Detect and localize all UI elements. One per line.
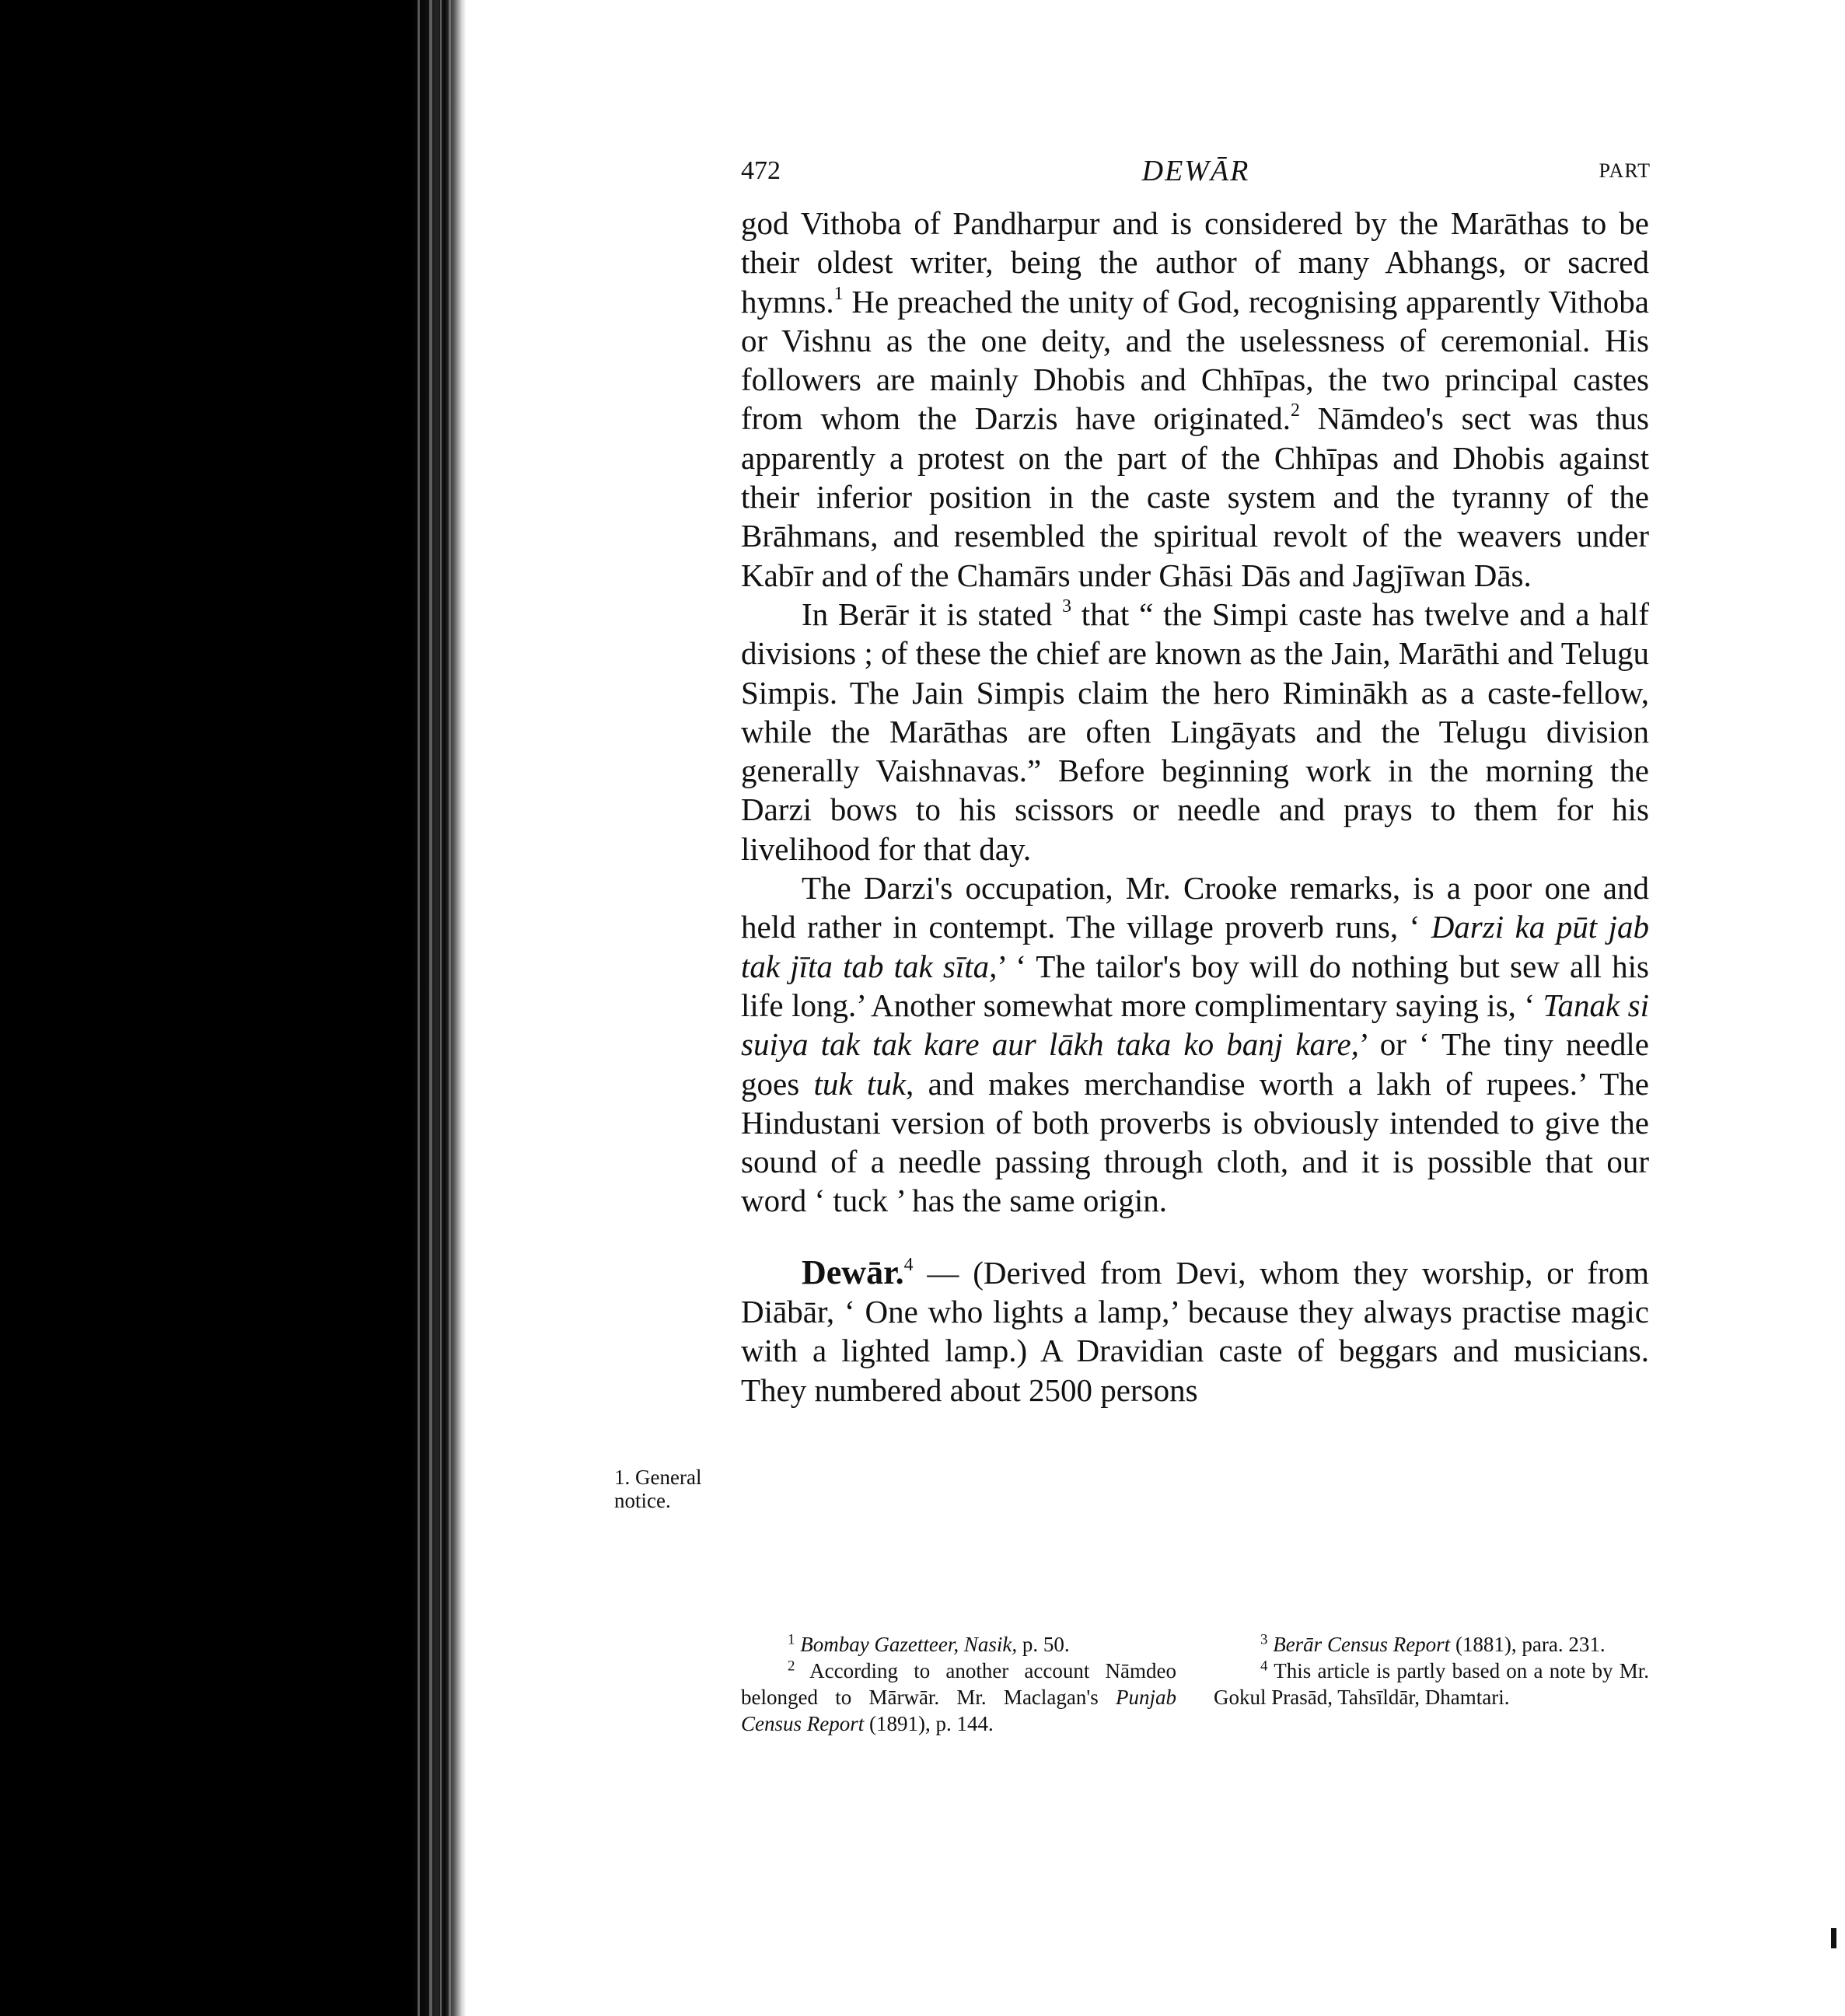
text-run: This article is partly based on a note by Mr. Gokul Prasād, Tahsīldār, Dhamtari. xyxy=(1214,1659,1649,1709)
page-number: 472 xyxy=(741,156,781,185)
part-label: PART xyxy=(1599,159,1651,182)
footnote-marker: 4 xyxy=(903,1254,914,1275)
page-header xyxy=(741,148,1651,194)
text-run: (1881), para. 231. xyxy=(1450,1633,1606,1656)
footnote-marker: 1 xyxy=(788,1631,795,1648)
italic-text: tuk tuk xyxy=(813,1065,907,1102)
footnote xyxy=(1214,1658,1649,1710)
text-run: ’ or ‘ The tiny needle goes xyxy=(741,1026,1649,1102)
italic-text: Punjab Census Report xyxy=(741,1686,1176,1735)
paragraph xyxy=(741,595,1649,868)
text-run: The Darzi's occupation, Mr. Crooke remarks, is a poor one and held rather in contempt. The village proverb runs, ‘ xyxy=(741,870,1649,945)
footnote-column-left xyxy=(741,1631,1176,1737)
footnote-marker: 3 xyxy=(1260,1631,1268,1648)
footnotes xyxy=(741,1631,1649,1737)
text-run: p. 50. xyxy=(1017,1633,1070,1656)
paragraph xyxy=(741,1253,1649,1410)
footnote-marker: 1 xyxy=(833,283,844,304)
footnote xyxy=(741,1658,1176,1737)
footnote-marker: 2 xyxy=(788,1658,795,1675)
text-run: that “ the Simpi caste has twelve and a half divisions ; of these the chief are known as the Jain, Marāthi and Telugu Simpis. The Jain Simpis claim the hero Riminākh as a caste-fellow, while the Marāthas are often Lingāyats and the Telugu division generally Vaishnavas.” Before beginning work in the morning the Darzi bows to his scissors or needle and prays to them for his livelihood for that day. xyxy=(741,596,1649,867)
text-run: He preached the unity of God, recognising apparently Vithoba or Vishnu as the one deity, and the uselessness of ceremonial. His followers are mainly Dhobis and Chhīpas, the two principal castes from whom the Darzis have originated. xyxy=(741,283,1649,437)
text-run: In Berār it is stated xyxy=(802,596,1063,632)
text-run: (1891), p. 144. xyxy=(864,1712,994,1735)
italic-text: Bombay Gazetteer, Nasik, xyxy=(800,1633,1018,1656)
margin-note-line: notice. xyxy=(614,1489,671,1512)
body-text xyxy=(741,204,1649,1410)
text-run: — (Derived from Devi, whom they worship, or from Diābār, ‘ One who lights a lamp,’ because they always practise magic with a lighted lamp.) A Dravidian caste of beggars and musicians. They numbered about 2500 persons xyxy=(741,1254,1649,1408)
italic-text: Darzi ka pūt jab tak jīta tab tak sīta, xyxy=(741,909,1649,984)
margin-note-line: 1. General xyxy=(614,1466,702,1489)
text-run: ’ ‘ The tailor's boy will do nothing but sew all his life long.’ Another somewhat more complimentary saying is, ‘ xyxy=(741,948,1649,1023)
footnote-marker: 2 xyxy=(1290,400,1300,421)
margin-note xyxy=(614,1466,739,1512)
text-run: god Vithoba of Pandharpur and is considered by the Marāthas to be their oldest writer, being the author of many Abhangs, or sacred hymns. xyxy=(741,205,1649,320)
text-run: According to another account Nāmdeo belonged to Mārwār. Mr. Maclagan's xyxy=(741,1659,1176,1709)
scan-corner-mark xyxy=(1831,1928,1836,1948)
entry-headword: Dewār. xyxy=(802,1253,904,1291)
footnote xyxy=(1214,1631,1649,1658)
italic-text: Berār Census Report xyxy=(1273,1633,1451,1656)
scan-binding-shadow xyxy=(0,0,466,2016)
footnote-marker: 3 xyxy=(1062,596,1071,617)
text-run: Nāmdeo's sect was thus apparently a protest on the part of the Chhīpas and Dhobis against their inferior position in the caste system and the tyranny of the Brāhmans, and resembled the spiritual revolt of the weavers under Kabīr and of the Chamārs under Ghāsi Dās and Jagjīwan Dās. xyxy=(741,400,1649,593)
footnote-marker: 4 xyxy=(1260,1658,1268,1675)
paragraph xyxy=(741,204,1649,595)
text-run: , and makes merchandise worth a lakh of rupees.’ The Hindustani version of both proverbs is obviously intended to give the sound of a needle passing through cloth, and it is possible that our word ‘ tuck ’ has the same origin. xyxy=(741,1065,1649,1219)
footnote xyxy=(741,1631,1176,1658)
paragraph xyxy=(741,868,1649,1221)
running-title: DEWĀR xyxy=(1141,155,1250,187)
italic-text: Tanak si suiya tak tak kare aur lākh taka ko banj kare, xyxy=(741,987,1649,1063)
footnote-column-right xyxy=(1214,1631,1649,1737)
